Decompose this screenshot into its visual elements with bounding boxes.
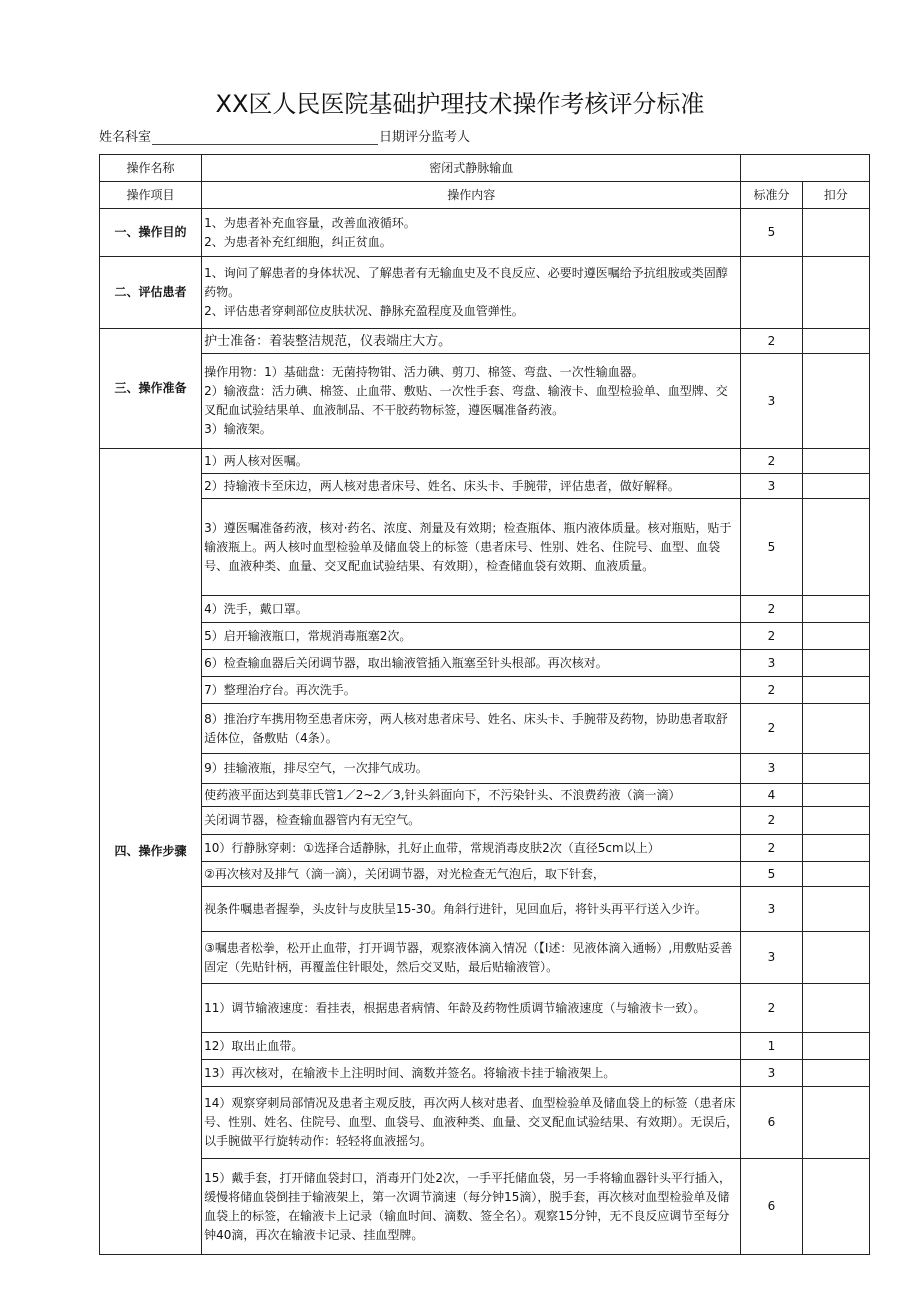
- step-text: 8）推治疗车携用物至患者床旁，两人核对患者床号、姓名、床头卡、手腕带及药物，协助患者取舒适体位，备敷贴（4条）。: [202, 704, 741, 754]
- step-row: [100, 677, 870, 704]
- content-line: 2、为患者补充红细胞，纠正贫血。: [204, 234, 392, 249]
- step-row: [100, 784, 870, 807]
- deduct-cell: [802, 354, 869, 449]
- col-item-header: 操作项目: [100, 182, 202, 209]
- deduct-cell: [802, 499, 869, 596]
- content-line: 2、评估患者穿刺部位皮肤状况、静脉充盈程度及血管弹性。: [204, 304, 524, 318]
- step-text: 14）观察穿刺局部情况及患者主观反肢，再次两人核对患者、血型检验单及储血袋上的标签（患者床号、性别、姓名、住院号、血型、血袋号、血液种类、血量、交叉配血试验结果、有效期）。无误后，以手腕做平行旋转动作：轻轻将血液摇匀。: [202, 1087, 741, 1159]
- standard-score: 2: [741, 623, 802, 650]
- step-text: 15）戴手套，打开储血袋封口，消毒开门处2次，一手平托储血袋，另一手将输血器针头平行插入，缓慢将储血袋倒挂于输液架上，第一次调节滴速（每分钟15滴），脱手套，再次核对血型检验单及储血袋上的标签，在输液卡上记录（输血时间、滴数、签全名）。观察15分钟，无不良反应调节至每分钟40滴，再次在输液卡记录、挂血型牌。: [202, 1159, 741, 1255]
- content-line: 2）输液盘：活力碘、棉签、止血带、敷贴、一次性手套、弯盘、输液卡、血型检验单、血型牌、交叉配血试验结果单、血液制品、不干胶药物标签，遵医嘱准备药液。: [204, 384, 728, 417]
- section-assessment: [100, 257, 870, 329]
- step-row: [100, 474, 870, 499]
- step-row: [100, 704, 870, 754]
- deduct-cell: [802, 596, 869, 623]
- content-line: 操作用物：1）基础盘：无菌持物钳、活力碘、剪刀、棉签、弯盘、一次性输血器。: [204, 365, 644, 379]
- standard-score: 2: [741, 704, 802, 754]
- content-line: 3）输液架。: [204, 422, 272, 436]
- step-row: [100, 1033, 870, 1060]
- form-header: [99, 126, 470, 145]
- content-line: 1、询问了解患者的身体状况、了解患者有无输血史及不良反应、必要时遵医嘱给予抗组胺或类固醇药物。: [204, 266, 728, 299]
- step-text: 视条件嘱患者握拳，头皮针与皮肤呈15-30。角斜行进针，见回血后，将针头再平行送入少许。: [202, 887, 741, 932]
- step-text: 5）启开输液瓶口，常规消毒瓶塞2次。: [202, 623, 741, 650]
- section-purpose: [100, 209, 870, 257]
- step-text: 9）挂输液瓶，排尽空气，一次排气成功。: [202, 754, 741, 784]
- step-text: ③嘱患者松拳，松开止血带，打开调节器，观察液体滴入情况（【I述：见液体滴入通畅）,用敷贴妥善固定（先贴针柄，再覆盖住针眼处，然后交叉贴，最后贴输液管）。: [202, 932, 741, 984]
- page-title: XX区人民医院基础护理技术操作考核评分标准: [215, 90, 705, 118]
- step-row: [100, 623, 870, 650]
- step-row: [100, 1159, 870, 1255]
- section-label: 四、操作步骤: [100, 449, 202, 1255]
- deduct-cell: [802, 1087, 869, 1159]
- step-row: [100, 984, 870, 1033]
- standard-score: 2: [741, 449, 802, 474]
- standard-score: 2: [741, 677, 802, 704]
- deduct-cell: [802, 1033, 869, 1060]
- deduct-cell: [802, 784, 869, 807]
- deduct-cell: [802, 474, 869, 499]
- standard-score: 3: [741, 354, 802, 449]
- deduct-cell: [802, 623, 869, 650]
- deduct-cell: [802, 704, 869, 754]
- step-row: [100, 596, 870, 623]
- name-dept-label: 姓名科室: [99, 130, 152, 145]
- header-row: [100, 182, 870, 209]
- section-label: 一、操作目的: [100, 209, 202, 257]
- standard-score: 2: [741, 329, 802, 354]
- standard-score: 2: [741, 984, 802, 1033]
- col-score-header: 标准分: [741, 182, 802, 209]
- standard-score: 3: [741, 887, 802, 932]
- deduct-cell: [802, 209, 869, 257]
- deduct-cell: [802, 257, 869, 329]
- deduct-cell: [802, 650, 869, 677]
- section-content: [202, 257, 741, 329]
- standard-score: 2: [741, 835, 802, 862]
- deduct-cell: [802, 932, 869, 984]
- step-text: 4）洗手，戴口罩。: [202, 596, 741, 623]
- step-text: 1）两人核对医嘱。: [202, 449, 741, 474]
- step-text: 10）行静脉穿刺：①选择合适静脉，扎好止血带，常规消毒皮肤2次（直径5cm以上）: [202, 835, 741, 862]
- deduct-cell: [802, 887, 869, 932]
- step-row: [100, 932, 870, 984]
- section-label: 三、操作准备: [100, 329, 202, 449]
- section-content: [202, 354, 741, 449]
- step-text: 13）再次核对，在输液卡上注明时间、滴数并签名。将输液卡挂于输液架上。: [202, 1060, 741, 1087]
- step-text: 6）检查输血器后关闭调节器，取出输液管插入瓶塞至针头根部。再次核对。: [202, 650, 741, 677]
- standard-score: 3: [741, 474, 802, 499]
- standard-score: 2: [741, 596, 802, 623]
- name-dept-blank: [152, 132, 378, 145]
- standard-score: [741, 257, 802, 329]
- step-text: 3）遵医嘱准备药液，核对·药名、浓度、剂量及有效期；检查瓶体、瓶内液体质量。核对瓶贴，贴于输液瓶上。两人核吋血型检验单及储血袋上的标签（患者床号、性别、姓名、住院号、血型、血袋号、血液种类、血量、交叉配血试验结果、有效期），检查储血袋有效期、血液质量。: [202, 499, 741, 596]
- standard-score: 5: [741, 862, 802, 887]
- date-exam-label: 日期评分监考人: [379, 130, 471, 145]
- section-content: 护士准备：着装整洁规范，仪表端庄大方。: [202, 329, 741, 354]
- op-name-value: 密闭式静脉输血: [202, 155, 741, 182]
- step-row: [100, 807, 870, 835]
- standard-score: 3: [741, 650, 802, 677]
- standard-score: 3: [741, 932, 802, 984]
- standard-score: 4: [741, 784, 802, 807]
- step-text: 使药液平面达到莫菲氏管1／2~2／3,针头斜面向下，不污染针头、不浪费药液（滴一滴）: [202, 784, 741, 807]
- deduct-cell: [802, 984, 869, 1033]
- deduct-cell: [802, 835, 869, 862]
- step-row: [100, 1087, 870, 1159]
- standard-score: 6: [741, 1087, 802, 1159]
- section-preparation-nurse: [100, 329, 870, 354]
- standard-score: 6: [741, 1159, 802, 1255]
- deduct-cell: [802, 807, 869, 835]
- deduct-cell: [802, 449, 869, 474]
- step-text: 12）取出止血带。: [202, 1033, 741, 1060]
- step-text: 2）持输液卡至床边，两人核对患者床号、姓名、床头卡、手腕带，评估患者，做好解释。: [202, 474, 741, 499]
- step-row: [100, 835, 870, 862]
- deduct-cell: [802, 329, 869, 354]
- step-row: [100, 1060, 870, 1087]
- standard-score: 3: [741, 754, 802, 784]
- step-text: 11）调节输液速度：看挂表，根据患者病情、年龄及药物性质调节输液速度（与输液卡一致）。: [202, 984, 741, 1033]
- col-content-header: 操作内容: [202, 182, 741, 209]
- deduct-cell: [802, 1159, 869, 1255]
- score-table: [99, 154, 870, 1255]
- op-name-row: [100, 155, 870, 182]
- step-text: 关闭调节器，检查输血器管内有无空气。: [202, 807, 741, 835]
- section-preparation-items: [100, 354, 870, 449]
- step-row: [100, 449, 870, 474]
- standard-score: 2: [741, 807, 802, 835]
- deduct-cell: [802, 677, 869, 704]
- content-line: 1、为患者补充血容量，改善血液循环。: [204, 215, 416, 230]
- step-row: [100, 499, 870, 596]
- step-text: 7）整理治疗台。再次洗手。: [202, 677, 741, 704]
- step-row: [100, 650, 870, 677]
- col-deduct-header: 扣分: [802, 182, 869, 209]
- standard-score: 5: [741, 499, 802, 596]
- op-name-label: 操作名称: [100, 155, 202, 182]
- step-row: [100, 754, 870, 784]
- standard-score: 3: [741, 1060, 802, 1087]
- standard-score: 1: [741, 1033, 802, 1060]
- deduct-cell: [802, 754, 869, 784]
- step-row: [100, 887, 870, 932]
- deduct-cell: [802, 862, 869, 887]
- section-content: [202, 209, 741, 257]
- deduct-cell: [802, 1060, 869, 1087]
- standard-score: 5: [741, 209, 802, 257]
- step-text: ②再次核对及排气（滴一滴），关闭调节器，对光检查无气泡后，取下针套，: [202, 862, 741, 887]
- step-row: [100, 862, 870, 887]
- op-name-blank: [741, 155, 870, 182]
- section-label: 二、评估患者: [100, 257, 202, 329]
